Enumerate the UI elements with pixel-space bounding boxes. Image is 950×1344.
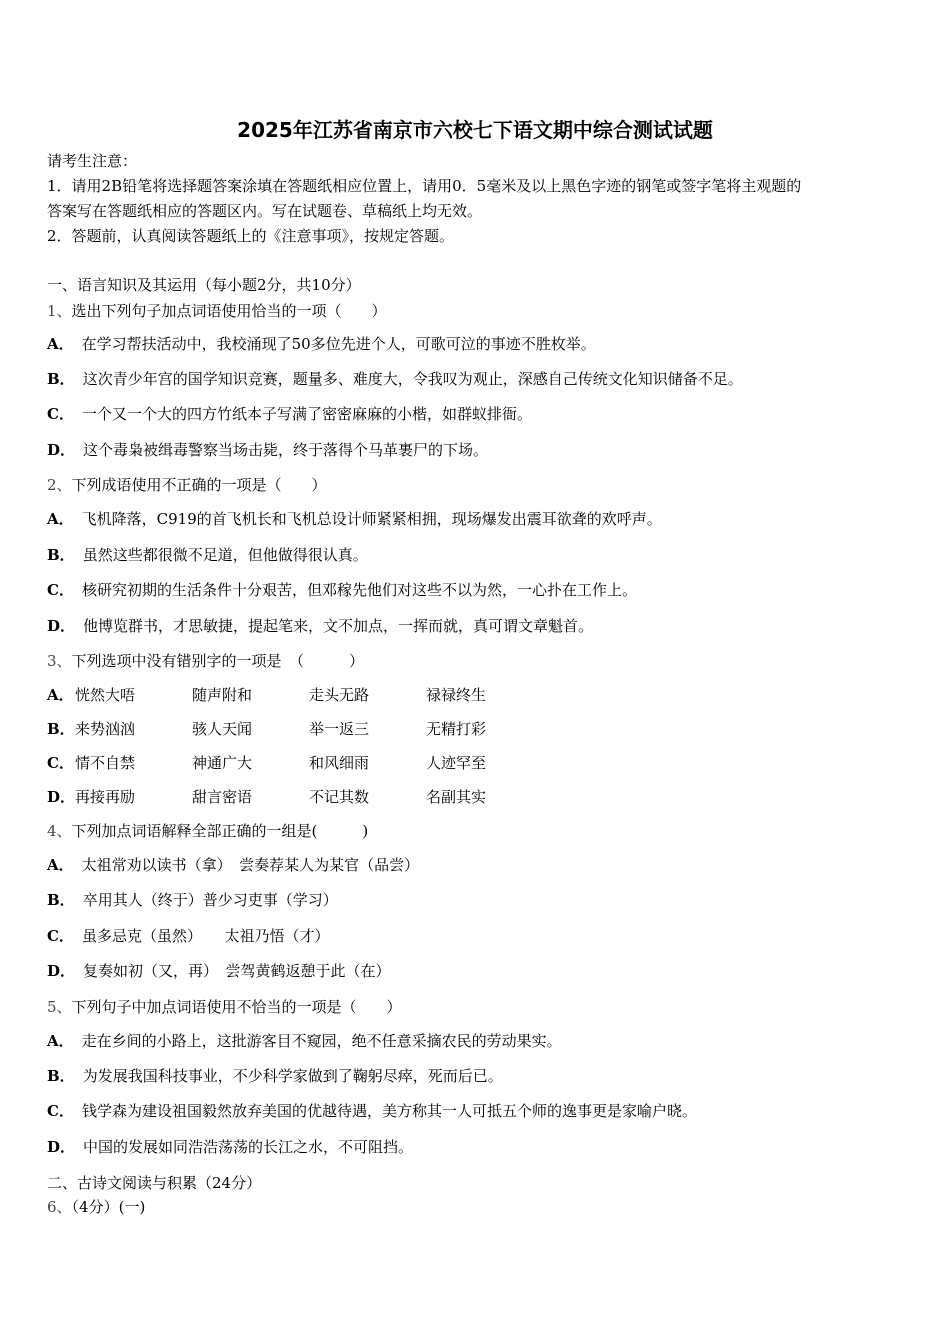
word: 再接再励 (75, 788, 136, 806)
option-text: 这次青少年宫的国学知识竞赛，题量多、难度大，令我叹为观止，深感自己传统文化知识储备不足。 (82, 370, 743, 388)
question-number: 5、 (47, 998, 72, 1016)
option-label: A． (47, 686, 74, 704)
question-number: 6、 (47, 1198, 72, 1216)
word: 随声附和 (192, 686, 253, 704)
question-number: 3、 (47, 652, 72, 670)
option-text: 复奏如初（又，再） 尝驾黄鹤返憩于此（在） (83, 962, 391, 980)
notice-heading: 请考生注意： (47, 152, 138, 170)
word: 情不自禁 (75, 754, 136, 772)
option-b (47, 369, 743, 389)
option-label: C． (47, 927, 74, 945)
question-4-stem (47, 821, 368, 841)
section-heading-2: 二、古诗文阅读与积累（24分） (47, 1174, 262, 1192)
question-1-stem (47, 301, 387, 321)
option-label: A． (47, 510, 74, 528)
option-text: 走在乡间的小路上，这批游客目不窥园，绝不任意采摘农民的劳动果实。 (81, 1032, 562, 1050)
question-text: 下列句子中加点词语使用不恰当的一项是（ ） (71, 998, 402, 1016)
question-number: 2、 (47, 476, 72, 494)
option-label: A． (47, 856, 74, 874)
notice-item: 答案写在答题纸相应的答题区内。写在试题卷、草稿纸上均无效。 (47, 202, 483, 220)
word: 骇人天闻 (192, 720, 253, 738)
question-5-stem (47, 997, 402, 1017)
option-text: 中国的发展如同浩浩荡荡的长江之水，不可阻挡。 (83, 1138, 414, 1156)
option-text: 卒用其人（终于）普少习吏事（学习） (82, 891, 338, 909)
option-d (47, 1137, 413, 1157)
question-number: 4、 (47, 822, 72, 840)
option-a (47, 685, 647, 705)
option-label: B． (47, 720, 75, 738)
option-label: A． (47, 1032, 74, 1050)
option-label: B． (47, 546, 75, 564)
word: 神通广大 (192, 754, 253, 772)
word: 和风细雨 (309, 754, 370, 772)
question-2-stem (47, 475, 327, 495)
option-label: A． (47, 335, 74, 353)
option-d (47, 440, 488, 460)
option-label: C． (47, 1102, 74, 1120)
option-text: 这个毒枭被缉毒警察当场击毙，终于落得个马革裹尸的下场。 (83, 441, 489, 459)
option-text: 钱学森为建设祖国毅然放弃美国的优越待遇，美方称其一人可抵五个师的逸事更是家喻户晓。 (81, 1102, 697, 1120)
question-text: 下列加点词语解释全部正确的一组是( ) (71, 822, 369, 840)
notice-item: 2．答题前，认真阅读答题纸上的《注意事项》，按规定答题。 (47, 227, 455, 245)
word: 举一返三 (309, 720, 370, 738)
option-label: B． (47, 891, 75, 909)
option-b (47, 1066, 503, 1086)
option-b (47, 545, 368, 565)
option-c (47, 926, 329, 946)
option-label: D． (47, 962, 76, 980)
option-label: C． (47, 405, 74, 423)
option-b (47, 890, 338, 910)
option-d (47, 787, 647, 807)
option-label: B． (47, 370, 75, 388)
option-text: 为发展我国科技事业，不少科学家做到了鞠躬尽瘁，死而后已。 (82, 1067, 503, 1085)
option-label: C． (47, 754, 74, 772)
question-number: 1、 (47, 302, 72, 320)
option-a (47, 509, 662, 529)
option-label: D． (47, 617, 76, 635)
option-text: 他博览群书，才思敏捷，提起笔来，文不加点，一挥而就，真可谓文章魁首。 (83, 617, 594, 635)
option-label: D． (47, 441, 76, 459)
option-d (47, 616, 593, 636)
option-c (47, 753, 647, 773)
option-c (47, 404, 532, 424)
option-c (47, 1101, 697, 1121)
word: 走头无路 (309, 686, 370, 704)
question-text: 下列成语使用不正确的一项是（ ） (71, 476, 327, 494)
option-text: 一个又一个大的四方竹纸本子写满了密密麻麻的小楷，如群蚁排衙。 (81, 405, 532, 423)
question-text: （4分）(一) (71, 1198, 146, 1216)
question-text: 选出下列句子加点词语使用恰当的一项（ ） (71, 302, 387, 320)
word: 恍然大唔 (75, 686, 136, 704)
word: 无精打彩 (426, 720, 487, 738)
option-text: 太祖常劝以读书（拿） 尝奏荐某人为某官（品尝） (81, 856, 420, 874)
option-b (47, 719, 647, 739)
word: 名副其实 (426, 788, 487, 806)
option-d (47, 961, 391, 981)
option-text: 虽然这些都很微不足道，但他做得很认真。 (82, 546, 368, 564)
word: 来势汹汹 (75, 720, 136, 738)
option-c (47, 580, 637, 600)
option-label: D． (47, 1138, 76, 1156)
option-text: 在学习帮扶活动中，我校涌现了50多位先进个人，可歌可泣的事迹不胜枚举。 (81, 335, 596, 353)
section-heading-1: 一、语言知识及其运用（每小题2分，共10分） (47, 276, 361, 294)
word: 不记其数 (309, 788, 370, 806)
word: 人迹罕至 (426, 754, 487, 772)
option-a (47, 1031, 562, 1051)
option-a (47, 334, 596, 354)
question-text: 下列选项中没有错别字的一项是 （ ） (71, 652, 365, 670)
option-text: 核研究初期的生活条件十分艰苦，但邓稼先他们对这些不以为然，一心扑在工作上。 (81, 581, 637, 599)
notice-item: 1．请用2B铅笔将选择题答案涂填在答题纸相应位置上，请用0．5毫米及以上黑色字迹的钢笔或签字笔将主观题的 (47, 177, 802, 195)
word: 禄禄终生 (426, 686, 487, 704)
option-label: D． (47, 788, 76, 806)
question-6-stem (47, 1197, 145, 1217)
option-text: 飞机降落，C919的首飞机长和飞机总设计师紧紧相拥，现场爆发出震耳欲聋的欢呼声。 (81, 510, 662, 528)
option-label: B． (47, 1067, 75, 1085)
option-text: 虽多忌克（虽然） 太祖乃悟（才） (81, 927, 330, 945)
word: 甜言密语 (192, 788, 253, 806)
question-3-stem (47, 651, 364, 671)
page-title: 2025年江苏省南京市六校七下语文期中综合测试试题 (237, 118, 713, 142)
option-a (47, 855, 419, 875)
option-label: C． (47, 581, 74, 599)
